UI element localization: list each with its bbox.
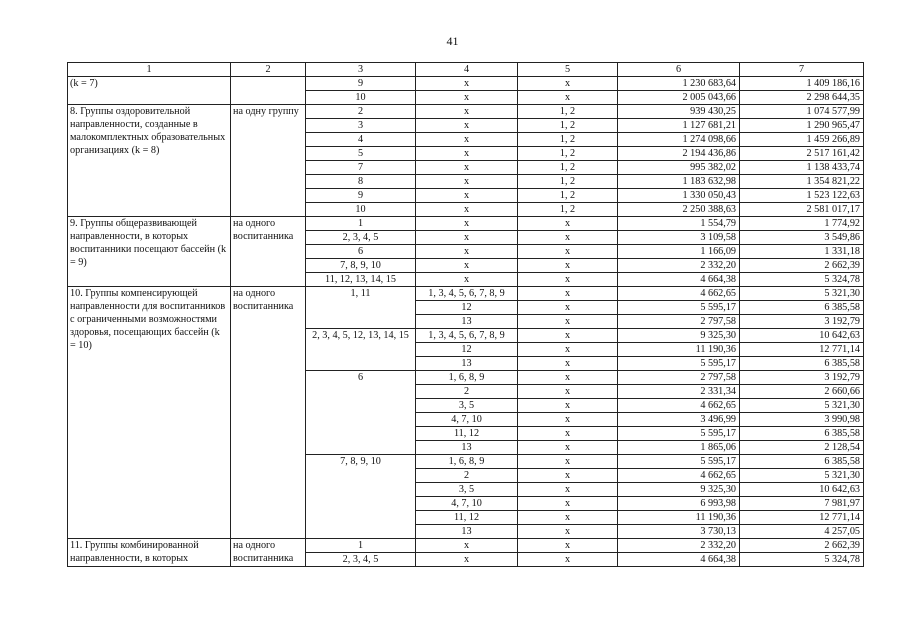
group-description: 8. Группы оздоровительной направленности, созданные в малокомплектных образовательных организациях (k = 8) — [68, 105, 231, 217]
cell-col6: 995 382,02 — [618, 161, 740, 175]
cell-col6: 11 190,36 — [618, 343, 740, 357]
cell-col7: 2 298 644,35 — [740, 91, 864, 105]
group-description: 10. Группы компенсирующей направленности для воспитанников с ограниченными возможностями здоровья, посещающих бассейн (k = 10) — [68, 287, 231, 539]
cell-col3: 9 — [306, 77, 416, 91]
cell-col3: 4 — [306, 133, 416, 147]
cell-col7: 5 321,30 — [740, 399, 864, 413]
cell-col4: x — [416, 553, 518, 567]
cell-col5: x — [518, 231, 618, 245]
cell-col5: x — [518, 315, 618, 329]
cell-col6: 2 250 388,63 — [618, 203, 740, 217]
cell-col5: x — [518, 217, 618, 231]
cell-col6: 2 332,20 — [618, 539, 740, 553]
tariff-table — [67, 62, 864, 567]
cell-col5: x — [518, 259, 618, 273]
header-cell: 6 — [618, 63, 740, 77]
cell-col7: 7 981,97 — [740, 497, 864, 511]
cell-col6: 939 430,25 — [618, 105, 740, 119]
cell-col3: 5 — [306, 147, 416, 161]
cell-col5: x — [518, 455, 618, 469]
header-cell: 3 — [306, 63, 416, 77]
cell-col4: x — [416, 259, 518, 273]
cell-col7: 2 662,39 — [740, 259, 864, 273]
cell-col3: 3 — [306, 119, 416, 133]
cell-col6: 2 005 043,66 — [618, 91, 740, 105]
cell-col7: 5 321,30 — [740, 469, 864, 483]
cell-col5: x — [518, 77, 618, 91]
cell-col5: 1, 2 — [518, 189, 618, 203]
cell-col7: 1 409 186,16 — [740, 77, 864, 91]
cell-col7: 1 331,18 — [740, 245, 864, 259]
cell-col6: 1 330 050,43 — [618, 189, 740, 203]
cell-col4: x — [416, 175, 518, 189]
unit-cell: на одного воспитанника — [231, 287, 306, 539]
cell-col4: x — [416, 245, 518, 259]
cell-col6: 11 190,36 — [618, 511, 740, 525]
cell-col3: 2, 3, 4, 5, 12, 13, 14, 15 — [306, 329, 416, 371]
cell-col6: 5 595,17 — [618, 455, 740, 469]
table-row — [68, 77, 864, 91]
cell-col6: 1 554,79 — [618, 217, 740, 231]
cell-col7: 1 523 122,63 — [740, 189, 864, 203]
cell-col5: 1, 2 — [518, 175, 618, 189]
cell-col6: 6 993,98 — [618, 497, 740, 511]
cell-col6: 2 797,58 — [618, 315, 740, 329]
cell-col5: x — [518, 329, 618, 343]
cell-col5: 1, 2 — [518, 203, 618, 217]
cell-col4: x — [416, 161, 518, 175]
cell-col4: 13 — [416, 357, 518, 371]
cell-col5: x — [518, 371, 618, 385]
cell-col4: 1, 6, 8, 9 — [416, 371, 518, 385]
unit-cell: на одного воспитанника — [231, 539, 306, 567]
cell-col7: 2 662,39 — [740, 539, 864, 553]
cell-col6: 2 331,34 — [618, 385, 740, 399]
header-cell: 2 — [231, 63, 306, 77]
table-row — [68, 287, 864, 301]
cell-col6: 4 662,65 — [618, 469, 740, 483]
cell-col5: x — [518, 287, 618, 301]
cell-col6: 3 109,58 — [618, 231, 740, 245]
cell-col4: x — [416, 273, 518, 287]
cell-col5: x — [518, 497, 618, 511]
cell-col6: 5 595,17 — [618, 427, 740, 441]
cell-col3: 7 — [306, 161, 416, 175]
cell-col7: 2 517 161,42 — [740, 147, 864, 161]
cell-col5: x — [518, 343, 618, 357]
cell-col7: 2 660,66 — [740, 385, 864, 399]
cell-col4: 4, 7, 10 — [416, 413, 518, 427]
cell-col5: x — [518, 483, 618, 497]
cell-col7: 3 192,79 — [740, 371, 864, 385]
cell-col4: x — [416, 147, 518, 161]
cell-col7: 6 385,58 — [740, 427, 864, 441]
table-row — [68, 217, 864, 231]
cell-col4: 1, 6, 8, 9 — [416, 455, 518, 469]
cell-col5: x — [518, 273, 618, 287]
cell-col4: 13 — [416, 315, 518, 329]
header-row — [68, 63, 864, 77]
cell-col3: 6 — [306, 371, 416, 455]
header-cell: 1 — [68, 63, 231, 77]
cell-col4: 2 — [416, 385, 518, 399]
cell-col3: 7, 8, 9, 10 — [306, 259, 416, 273]
cell-col5: 1, 2 — [518, 147, 618, 161]
cell-col6: 2 797,58 — [618, 371, 740, 385]
group-description: 11. Группы комбинированной направленности, в которых — [68, 539, 231, 567]
cell-col7: 10 642,63 — [740, 329, 864, 343]
cell-col3: 11, 12, 13, 14, 15 — [306, 273, 416, 287]
cell-col3: 1 — [306, 217, 416, 231]
cell-col4: 2 — [416, 469, 518, 483]
cell-col4: x — [416, 91, 518, 105]
cell-col5: 1, 2 — [518, 119, 618, 133]
cell-col7: 12 771,14 — [740, 343, 864, 357]
cell-col6: 5 595,17 — [618, 357, 740, 371]
cell-col4: x — [416, 231, 518, 245]
cell-col7: 2 128,54 — [740, 441, 864, 455]
cell-col7: 6 385,58 — [740, 357, 864, 371]
cell-col4: x — [416, 133, 518, 147]
cell-col7: 6 385,58 — [740, 455, 864, 469]
cell-col5: 1, 2 — [518, 161, 618, 175]
cell-col7: 5 324,78 — [740, 273, 864, 287]
cell-col4: 13 — [416, 525, 518, 539]
cell-col6: 1 274 098,66 — [618, 133, 740, 147]
cell-col6: 9 325,30 — [618, 483, 740, 497]
cell-col5: x — [518, 399, 618, 413]
cell-col6: 2 332,20 — [618, 259, 740, 273]
cell-col4: x — [416, 105, 518, 119]
table-row — [68, 539, 864, 553]
cell-col4: 12 — [416, 301, 518, 315]
cell-col6: 1 127 681,21 — [618, 119, 740, 133]
cell-col5: x — [518, 385, 618, 399]
cell-col6: 3 496,99 — [618, 413, 740, 427]
cell-col7: 1 459 266,89 — [740, 133, 864, 147]
cell-col3: 7, 8, 9, 10 — [306, 455, 416, 539]
cell-col5: x — [518, 91, 618, 105]
unit-cell: на одного воспитанника — [231, 217, 306, 287]
cell-col3: 1 — [306, 539, 416, 553]
cell-col5: x — [518, 441, 618, 455]
cell-col3: 1, 11 — [306, 287, 416, 329]
cell-col3: 8 — [306, 175, 416, 189]
cell-col5: x — [518, 511, 618, 525]
cell-col6: 1 230 683,64 — [618, 77, 740, 91]
page-number: 41 — [446, 34, 459, 48]
cell-col4: x — [416, 203, 518, 217]
cell-col6: 4 664,38 — [618, 553, 740, 567]
cell-col6: 3 730,13 — [618, 525, 740, 539]
cell-col4: 1, 3, 4, 5, 6, 7, 8, 9 — [416, 287, 518, 301]
cell-col7: 6 385,58 — [740, 301, 864, 315]
cell-col5: x — [518, 245, 618, 259]
cell-col3: 10 — [306, 203, 416, 217]
cell-col3: 2, 3, 4, 5 — [306, 553, 416, 567]
cell-col7: 5 324,78 — [740, 553, 864, 567]
cell-col5: x — [518, 525, 618, 539]
cell-col3: 2, 3, 4, 5 — [306, 231, 416, 245]
cell-col7: 1 354 821,22 — [740, 175, 864, 189]
unit-cell: на одну группу — [231, 105, 306, 217]
cell-col6: 1 166,09 — [618, 245, 740, 259]
cell-col5: x — [518, 301, 618, 315]
cell-col7: 12 771,14 — [740, 511, 864, 525]
cell-col5: 1, 2 — [518, 133, 618, 147]
cell-col3: 9 — [306, 189, 416, 203]
cell-col6: 5 595,17 — [618, 301, 740, 315]
cell-col6: 9 325,30 — [618, 329, 740, 343]
cell-col7: 4 257,05 — [740, 525, 864, 539]
cell-col4: 4, 7, 10 — [416, 497, 518, 511]
cell-col7: 10 642,63 — [740, 483, 864, 497]
cell-col6: 4 664,38 — [618, 273, 740, 287]
cell-col7: 1 774,92 — [740, 217, 864, 231]
cell-col3: 10 — [306, 91, 416, 105]
cell-col6: 4 662,65 — [618, 399, 740, 413]
cell-col3: 2 — [306, 105, 416, 119]
cell-col5: x — [518, 469, 618, 483]
cell-col7: 1 074 577,99 — [740, 105, 864, 119]
header-cell: 4 — [416, 63, 518, 77]
cell-col4: x — [416, 119, 518, 133]
cell-col7: 1 138 433,74 — [740, 161, 864, 175]
group-description: (k = 7) — [68, 77, 231, 105]
cell-col5: x — [518, 553, 618, 567]
cell-col4: 11, 12 — [416, 511, 518, 525]
cell-col4: x — [416, 77, 518, 91]
cell-col4: 3, 5 — [416, 399, 518, 413]
table-body — [68, 63, 864, 567]
cell-col4: 12 — [416, 343, 518, 357]
cell-col7: 3 990,98 — [740, 413, 864, 427]
cell-col6: 1 183 632,98 — [618, 175, 740, 189]
cell-col3: 6 — [306, 245, 416, 259]
table-row — [68, 105, 864, 119]
cell-col4: x — [416, 217, 518, 231]
cell-col4: x — [416, 539, 518, 553]
cell-col5: x — [518, 539, 618, 553]
cell-col6: 4 662,65 — [618, 287, 740, 301]
cell-col6: 2 194 436,86 — [618, 147, 740, 161]
cell-col7: 2 581 017,17 — [740, 203, 864, 217]
cell-col5: x — [518, 413, 618, 427]
cell-col5: x — [518, 427, 618, 441]
cell-col5: x — [518, 357, 618, 371]
cell-col4: x — [416, 189, 518, 203]
header-cell: 5 — [518, 63, 618, 77]
cell-col7: 1 290 965,47 — [740, 119, 864, 133]
cell-col5: 1, 2 — [518, 105, 618, 119]
cell-col4: 13 — [416, 441, 518, 455]
cell-col4: 11, 12 — [416, 427, 518, 441]
header-cell: 7 — [740, 63, 864, 77]
cell-col7: 3 549,86 — [740, 231, 864, 245]
cell-col6: 1 865,06 — [618, 441, 740, 455]
unit-cell — [231, 77, 306, 105]
cell-col7: 5 321,30 — [740, 287, 864, 301]
cell-col7: 3 192,79 — [740, 315, 864, 329]
cell-col4: 1, 3, 4, 5, 6, 7, 8, 9 — [416, 329, 518, 343]
cell-col4: 3, 5 — [416, 483, 518, 497]
group-description: 9. Группы общеразвивающей направленности, в которых воспитанники посещают бассейн (k = 9) — [68, 217, 231, 287]
